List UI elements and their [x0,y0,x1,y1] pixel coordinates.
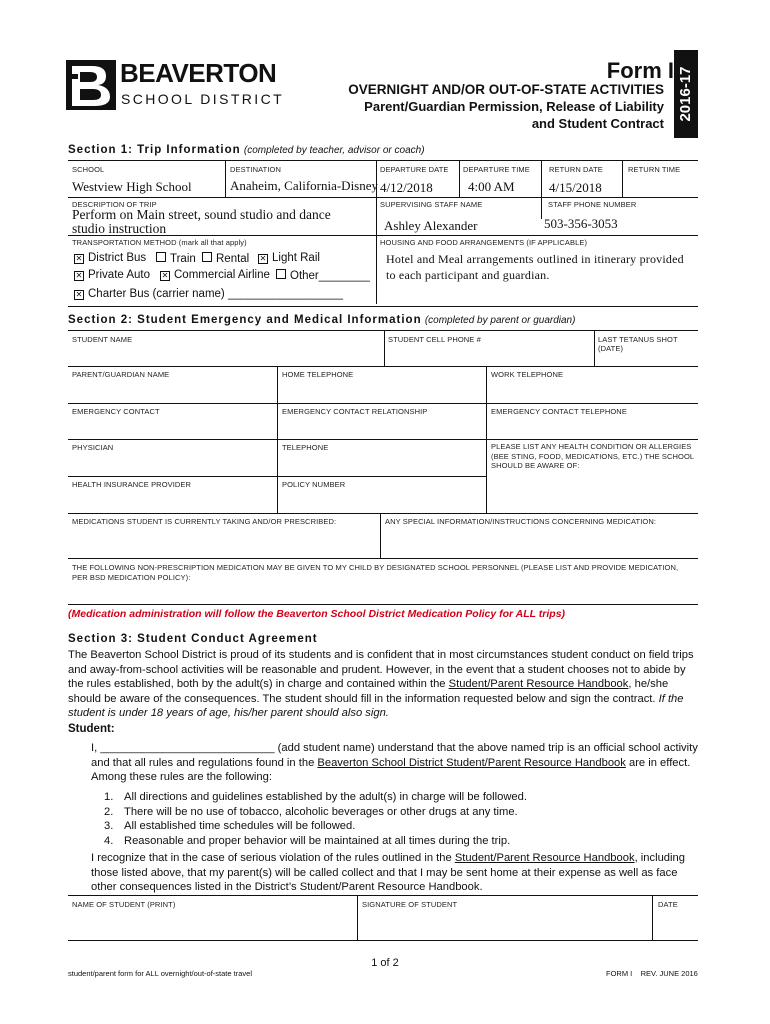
checked-checkbox-icon[interactable]: ✕ [161,271,169,280]
form-subtitle-1: Parent/Guardian Permission, Release of Liability [364,99,664,114]
nonprescription-label: THE FOLLOWING NON-PRESCRIPTION MEDICATION MAY BE GIVEN TO MY CHILD BY DESIGNATED SCHOOL PERSONNEL (PLEASE LIST AND PROVIDE MEDICATION, PER BSD MEDICATION POLICY): [72,563,679,582]
page-number: 1 of 2 [371,957,399,969]
logo-b-mark-icon [66,60,116,110]
departure-time-field[interactable]: 4:00 AM [468,179,515,194]
work-tel-label: WORK TELEPHONE [491,370,564,379]
commercial-airline-label: Commercial Airline [174,269,270,281]
intro-text-b: , he/she should be aware of the consequences. The student should fill in the information requested below and sign the contract. [68,678,669,705]
section1-table [68,160,698,307]
destination-label: DESTINATION [230,165,281,174]
return-time-field[interactable] [624,175,696,195]
checked-checkbox-icon[interactable]: ✕ [75,271,83,280]
parent-name-label: PARENT/GUARDIAN NAME [72,370,170,379]
departure-time-label: DEPARTURE TIME [463,165,530,174]
violation-text-a: I recognize that in the case of serious violation of the rules outlined in the [91,852,455,864]
rule-number: 4. [104,834,114,847]
home-tel-label: HOME TELEPHONE [282,370,354,379]
student-cell-label: STUDENT CELL PHONE # [388,335,481,344]
rule-text: Reasonable and proper behavior will be maintained at all times during the trip. [124,834,511,847]
school-label: SCHOOL [72,165,105,174]
staff-phone-label: STAFF PHONE NUMBER [548,200,637,209]
form-subtitle-2: and Student Contract [531,116,664,131]
rule-item [104,805,664,820]
statement-text-a: I, ____________________________ (add student name) understand that the above named trip is an official school activity and that all rules and regulations found in the [91,742,698,769]
unchecked-checkbox-icon[interactable] [276,269,286,279]
housing-label: HOUSING AND FOOD ARRANGEMENTS (IF APPLICABLE) [380,238,588,247]
checked-checkbox-icon[interactable]: ✕ [75,254,83,263]
section1-title: Section 1: Trip Information [68,144,241,156]
district-bus-label: District Bus [88,252,147,264]
rental-label: Rental [216,253,250,265]
description-field-line1[interactable]: Perform on Main street, sound studio and dance [72,207,331,222]
departure-date-field[interactable]: 4/12/2018 [380,180,433,195]
student-statement [91,741,701,785]
date-label: DATE [658,900,678,909]
logo-subtitle: SCHOOL DISTRICT [121,91,285,107]
transport-option-charter-bus[interactable] [74,288,343,300]
district-logo [66,60,296,112]
section1-note: (completed by teacher, advisor or coach) [243,145,425,156]
transport-option-private-auto[interactable] [74,269,150,281]
student-heading: Student: [68,723,115,735]
rules-list [104,790,664,848]
section2-table [68,330,698,605]
return-date-label: RETURN DATE [549,165,603,174]
intro-italic-note: If the student is under 18 years of age, his/her parent should also sign. [68,692,684,719]
year-banner [674,50,698,138]
section2-note: (completed by parent or guardian) [424,315,576,326]
description-field-line2[interactable]: studio instruction [72,221,167,236]
insurance-label: HEALTH INSURANCE PROVIDER [72,480,192,489]
transport-option-light-rail[interactable] [258,252,320,264]
housing-field-line1[interactable]: Hotel and Meal arrangements outlined in itinerary provided [386,252,684,266]
student-name-field[interactable] [70,345,380,365]
date-field[interactable] [654,910,696,938]
section2-title: Section 2: Student Emergency and Medical Information [68,314,422,326]
policy-label: POLICY NUMBER [282,480,346,489]
student-print-name-label: NAME OF STUDENT (PRINT) [72,900,176,909]
logo-name: BEAVERTON [120,58,277,88]
supervising-field[interactable]: Ashley Alexander [384,218,478,233]
emergency-contact-label: EMERGENCY CONTACT [72,407,160,416]
transport-option-train[interactable] [156,252,196,265]
rule-text: All established time schedules will be followed. [124,820,356,832]
rule-number: 1. [104,791,114,803]
student-signature-field[interactable] [360,910,650,938]
rule-number: 3. [104,820,114,832]
year-text: 2016-17 [677,66,694,122]
transport-label: TRANSPORTATION METHOD (mark all that apply) [72,238,247,247]
tetanus-label: LAST TETANUS SHOT (DATE) [598,335,678,353]
section2-heading [68,314,575,326]
rule-text: There will be no use of tobacco, alcoholic beverages or other drugs at any time. [124,805,518,818]
transport-option-rental[interactable] [202,252,249,265]
housing-field-line2[interactable]: to each participant and guardian. [386,268,550,282]
charter-bus-label: Charter Bus (carrier name) __________________ [88,288,344,300]
rule-item [104,834,664,849]
rule-item [104,790,664,805]
student-print-name-field[interactable] [70,910,354,938]
return-date-field[interactable]: 4/15/2018 [549,180,602,195]
emergency-rel-label: EMERGENCY CONTACT RELATIONSHIP [282,407,428,416]
district-handbook-link[interactable]: Beaverton School District Student/Parent Resource Handbook [317,756,626,769]
section3-title: Section 3: Student Conduct Agreement [68,633,318,645]
student-cell-field[interactable] [386,345,592,365]
resource-handbook-link[interactable]: Student/Parent Resource Handbook [454,852,635,864]
student-signature-label: SIGNATURE OF STUDENT [362,900,458,909]
train-label: Train [170,253,196,265]
checked-checkbox-icon[interactable]: ✕ [259,254,267,263]
destination-field[interactable]: Anaheim, California-Disney [230,178,379,193]
rule-item [104,819,664,834]
transport-option-other[interactable] [276,269,370,282]
light-rail-label: Light Rail [272,252,320,264]
unchecked-checkbox-icon[interactable] [156,252,166,262]
checked-checkbox-icon[interactable]: ✕ [75,290,83,299]
rule-number: 2. [104,805,114,818]
supervising-label: SUPERVISING STAFF NAME [380,200,483,209]
school-field[interactable]: Westview High School [72,179,192,194]
form-label: Form I [606,58,674,83]
signature-table [68,895,698,941]
special-info-label: ANY SPECIAL INFORMATION/INSTRUCTIONS CONCERNING MEDICATION: [385,517,657,526]
transport-option-commercial-airline[interactable] [160,269,270,281]
student-name-label: STUDENT NAME [72,335,133,344]
return-time-label: RETURN TIME [628,165,681,174]
departure-date-label: DEPARTURE DATE [380,165,449,174]
telephone-label: TELEPHONE [282,443,329,452]
intro-text-a: The Beaverton School District is proud of its students and is confident that in most circumstances student conduct on field trips and away-from-school activities will be reasonable and prudent. However, in the event that a student chooses not to abide by the rules established, both by the adult(s) in charge and contained within the [68,649,694,690]
transport-option-district-bus[interactable] [74,252,146,264]
handbook-link[interactable]: Student/Parent Resource Handbook [448,678,629,690]
footer-left: student/parent form for ALL overnight/out-of-state travel [68,969,252,978]
statement-text-b: are in effect. Among these rules are the following: [91,756,691,783]
section3-intro [68,648,702,721]
physician-label: PHYSICIAN [72,443,114,452]
unchecked-checkbox-icon[interactable] [202,252,212,262]
other-label: Other________ [290,270,370,282]
medication-policy-note: (Medication administration will follow the Beaverton School District Medication Policy for ALL trips) [68,608,566,620]
staff-phone-field[interactable]: 503-356-3053 [544,216,618,231]
violation-text-b: , including those listed above, that my parent(s) will be called collect and that I may be sent home at their expense as well as face other consequences listed in the District’s Student/Parent Resource Handbook. [91,852,685,893]
medications-label: MEDICATIONS STUDENT IS CURRENTLY TAKING AND/OR PRESCRIBED: [72,517,337,526]
form-title: OVERNIGHT AND/OR OUT-OF-STATE ACTIVITIES [348,82,664,97]
rule-text: All directions and guidelines established by the adult(s) in charge will be followed. [124,791,527,803]
violation-statement [91,851,701,895]
footer-right: FORM I REV. JUNE 2016 [606,969,698,978]
description-label: DESCRIPTION OF TRIP [72,200,157,209]
health-conditions-label: PLEASE LIST ANY HEALTH CONDITION OR ALLERGIES (BEE STING, FOOD, MEDICATIONS, ETC.) THE SCHOOL SHOULD BE AWARE OF: [491,442,694,470]
private-auto-label: Private Auto [88,269,151,281]
section1-heading [68,144,425,156]
emergency-tel-label: EMERGENCY CONTACT TELEPHONE [491,407,627,416]
